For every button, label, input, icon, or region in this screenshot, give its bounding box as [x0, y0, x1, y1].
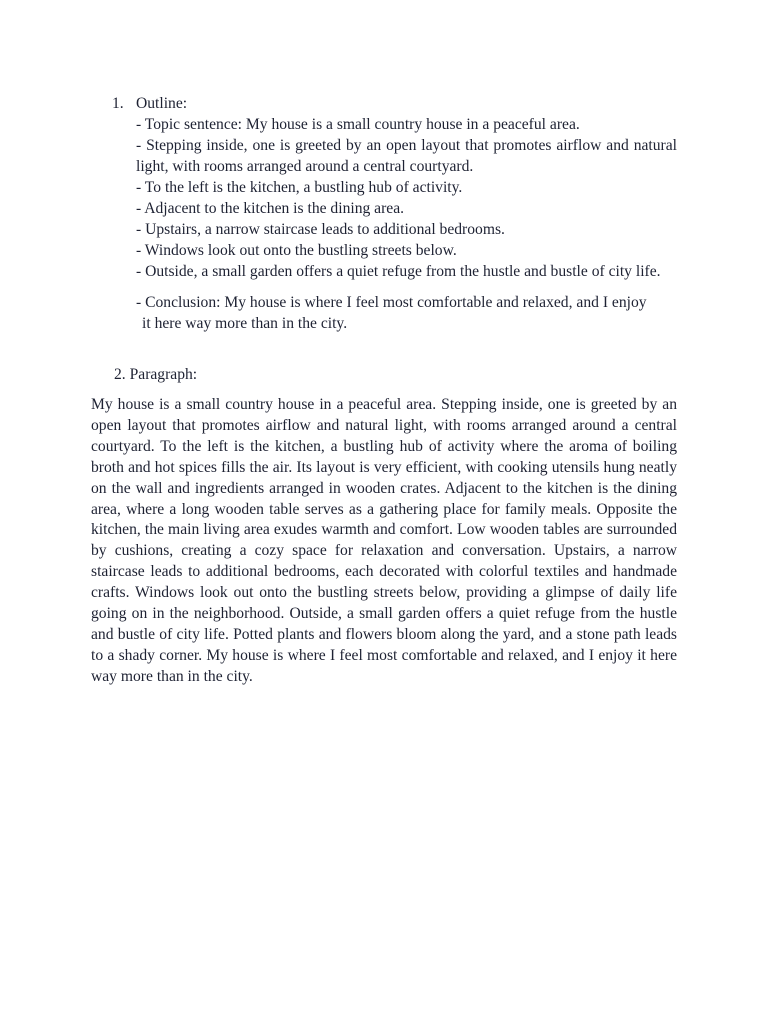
paragraph-body: My house is a small country house in a peaceful area. Stepping inside, one is greeted by an open layout that promotes airflow and natural light, with rooms arranged around a central courtyard. To the left is the kitchen, a bustling hub of activity where the aroma of boiling broth and hot spices fills the air. Its layout is very efficient, with cooking utensils hung neatly on the wall and ingredients arranged in wooden crates. Adjacent to the kitchen is the dining area, where a long wooden table serves as a gathering place for family meals. Opposite the kitchen, the main living area exudes warmth and comfort. Low wooden tables are surrounded by cushions, creating a cozy space for relaxation and conversation. Upstairs, a narrow staircase leads to additional bedrooms, each decorated with colorful textiles and handmade crafts. Windows look out onto the bustling streets below, providing a glimpse of daily life going on in the neighborhood. Outside, a small garden offers a quiet refuge from the hustle and bustle of city life. Potted plants and flowers bloom along the yard, and a stone path leads to a shady corner. My house is where I feel most comfortable and relaxed, and I enjoy it here way more than in the city.	[91, 396, 677, 685]
outline-section	[112, 93, 677, 334]
outline-line-upstairs: - Upstairs, a narrow staircase leads to additional bedrooms.	[136, 221, 505, 238]
conclusion-continuation: it here way more than in the city.	[142, 315, 348, 332]
outline-line-garden: - Outside, a small garden offers a quiet refuge from the hustle and bustle of city life.	[136, 263, 661, 280]
outline-list	[136, 114, 677, 334]
outline-number: 1.	[112, 95, 124, 112]
paragraph-heading: 2. Paragraph:	[114, 366, 198, 383]
outline-line-kitchen: - To the left is the kitchen, a bustling hub of activity.	[136, 179, 463, 196]
outline-line-topic: - Topic sentence: My house is a small country house in a peaceful area.	[136, 116, 580, 133]
outline-title: Outline:	[136, 95, 188, 112]
outline-line-stepping-inside: - Stepping inside, one is greeted by an open layout that promotes airflow and natural light, with rooms arranged around a central courtyard.	[136, 137, 677, 175]
outline-line-conclusion	[136, 292, 677, 334]
conclusion-first-line: - Conclusion: My house is where I feel most comfortable and relaxed, and I enjoy	[136, 294, 647, 311]
outline-line-dining: - Adjacent to the kitchen is the dining area.	[136, 200, 405, 217]
outline-line-windows: - Windows look out onto the bustling streets below.	[136, 242, 457, 259]
outline-heading	[112, 93, 677, 114]
